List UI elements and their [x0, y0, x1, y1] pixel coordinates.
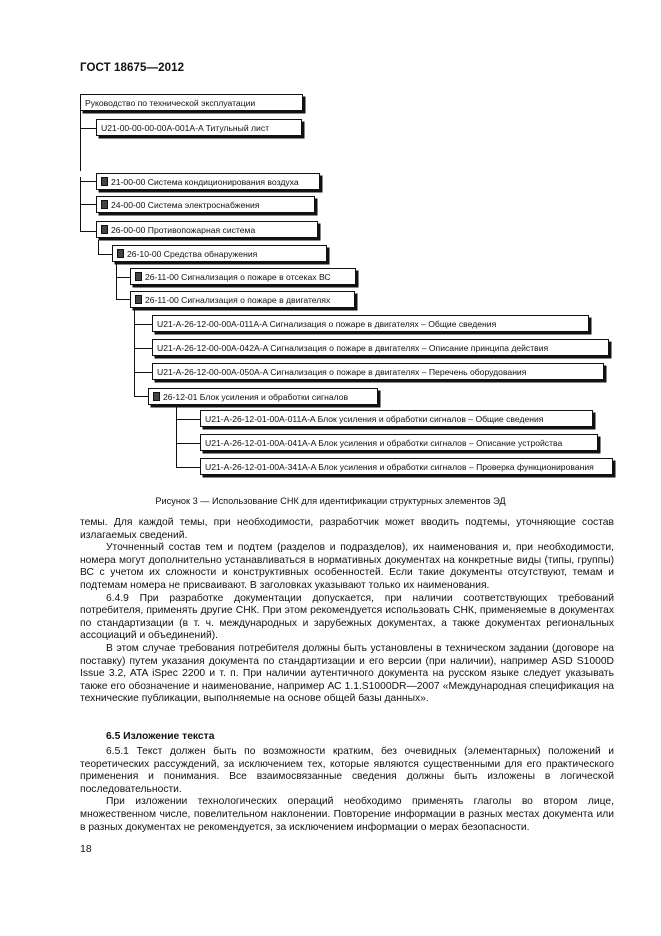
document-icon — [135, 272, 142, 281]
unit-box — [148, 388, 378, 405]
engine-module-label: U21-A-26-12-00-00A-011A-A Сигнализация о пожаре в двигателях – Общие сведения — [157, 319, 497, 329]
engine-module-box-1 — [152, 315, 589, 332]
unit-module-label: U21-A-26-12-01-00A-041A-A Блок усиления и обработки сигналов – Описание устройства — [205, 438, 563, 448]
system-label: 24-00-00 Система электроснабжения — [111, 200, 260, 210]
title-page-box — [96, 119, 302, 136]
paragraph: При изложении технологических операций необходимо применять глаголы во втором лице, множественном числе, повелительном наклонении. Повторение информации в разных местах документа или в разных документах не рекомендуется, за исключением информации о мерах безопасности. — [80, 796, 614, 833]
document-icon — [153, 392, 160, 401]
system-box-1 — [96, 173, 320, 190]
connector-engine-module-3 — [134, 372, 152, 373]
connector-engine-module-1 — [134, 324, 152, 325]
unit-module-box-1 — [200, 410, 593, 427]
subsystem-box-2 — [130, 291, 355, 308]
page-number: 18 — [80, 843, 92, 855]
body-text-bottom — [80, 746, 614, 834]
subsystem-label: 26-11-00 Сигнализация о пожаре в отсеках ВС — [145, 272, 331, 282]
connector-system-1 — [80, 181, 96, 182]
connector-subsystem-2 — [116, 299, 130, 300]
connector-unit-module-2 — [176, 443, 200, 444]
unit-module-label: U21-A-26-12-01-00A-011A-A Блок усиления и обработки сигналов – Общие сведения — [205, 414, 544, 424]
connector-fire-trunk — [98, 240, 99, 255]
connector-subsystem-1 — [116, 277, 130, 278]
document-icon — [135, 295, 142, 304]
engine-module-box-2 — [152, 339, 609, 356]
connector-trunk-top — [80, 111, 81, 171]
system-box-2 — [96, 196, 315, 213]
paragraph: темы. Для каждой темы, при необходимости, разработчик может вводить подтемы, уточняющие состав излагаемых сведений. — [80, 517, 614, 541]
document-header: ГОСТ 18675—2012 — [80, 62, 185, 74]
subsystem-box-1 — [130, 268, 356, 285]
connector-unit-module-3 — [176, 467, 200, 468]
engine-module-box-3 — [152, 363, 604, 380]
connector-system-3 — [80, 231, 96, 232]
system-label: 26-00-00 Противопожарная система — [111, 225, 256, 235]
unit-label: 26-12-01 Блок усиления и обработки сигналов — [163, 392, 349, 402]
root-box — [80, 94, 303, 111]
unit-module-box-2 — [200, 434, 598, 451]
paragraph: В этом случае требования потребителя должны быть установлены в техническом задании (договоре на поставку) путем указания документа по стандартизации и его версии (при наличии), например ASD S1000D Issue 3.2, ATA iSpec 2200 и т. п. При наличии аутентичного документа на русском языке следует указывать также его обозначение и наименование, например АС 1.1.S1000DR—2007 «Международная спецификация на технические публикации, выполняемые на основе общей базы данных». — [80, 642, 614, 705]
body-text-top — [80, 517, 614, 706]
paragraph: Уточненный состав тем и подтем (разделов и подразделов), их наименования и, при необходимости, номера могут дополнительно устанавливаться в нормативных документах на конкретные виды (типы, группы) ВС с учетом их сложности и конструктивных особенностей. Если такие документы отсутствуют, темам и подтемам номера не присваивают. В заголовках указывают только их наименования. — [80, 542, 614, 591]
section-heading: 6.5 Изложение текста — [106, 731, 215, 742]
unit-module-box-3 — [200, 458, 613, 475]
detection-box — [112, 245, 327, 262]
detection-label: 26-10-00 Средства обнаружения — [127, 249, 258, 259]
document-icon — [101, 225, 108, 234]
engine-module-label: U21-A-26-12-00-00A-050A-A Сигнализация о пожаре в двигателях – Перечень оборудования — [157, 367, 527, 377]
paragraph: 6.4.9 При разработке документации допускается, при наличии соответствующих требований потребителя, применять другие СНК. При этом рекомендуется использовать СНК, применяемые в документах по стандартизации (в т. ч. международных и зарубежных документах, а также документах региональных ассоциаций и объединений). — [80, 592, 614, 642]
connector-title-page — [80, 128, 96, 129]
connector-unit-module-1 — [176, 419, 200, 420]
connector-unit — [134, 396, 148, 397]
root-label: Руководство по технической эксплуатации — [85, 98, 256, 108]
document-icon — [101, 200, 108, 209]
connector-engine-module-2 — [134, 348, 152, 349]
connector-system-2 — [80, 204, 96, 205]
document-icon — [117, 249, 124, 258]
system-box-3 — [96, 221, 318, 238]
subsystem-label: 26-11-00 Сигнализация о пожаре в двигателях — [145, 295, 331, 305]
connector-detection-trunk — [116, 263, 117, 300]
document-icon — [101, 177, 108, 186]
engine-module-label: U21-A-26-12-00-00A-042A-A Сигнализация о пожаре в двигателях – Описание принципа действия — [157, 343, 549, 353]
figure-caption: Рисунок 3 — Использование СНК для идентификации структурных элементов ЭД — [155, 496, 506, 506]
paragraph: 6.5.1 Текст должен быть по возможности кратким, без очевидных (элементарных) положений и теоретических рассуждений, за исключением тех, которые являются существенными для его практического применения и понимания. Все взаимосвязанные сведения должны быть изложены в логической последовательности. — [80, 746, 614, 795]
title-page-label: U21-00-00-00-00A-001A-A Титульный лист — [101, 123, 270, 133]
connector-detection — [98, 254, 112, 255]
system-label: 21-00-00 Система кондиционирования воздуха — [111, 177, 299, 187]
connector-engine-trunk — [134, 308, 135, 397]
unit-module-label: U21-A-26-12-01-00A-341A-A Блок усиления и обработки сигналов – Проверка функционирования — [205, 462, 594, 472]
connector-unit-trunk — [176, 405, 177, 467]
